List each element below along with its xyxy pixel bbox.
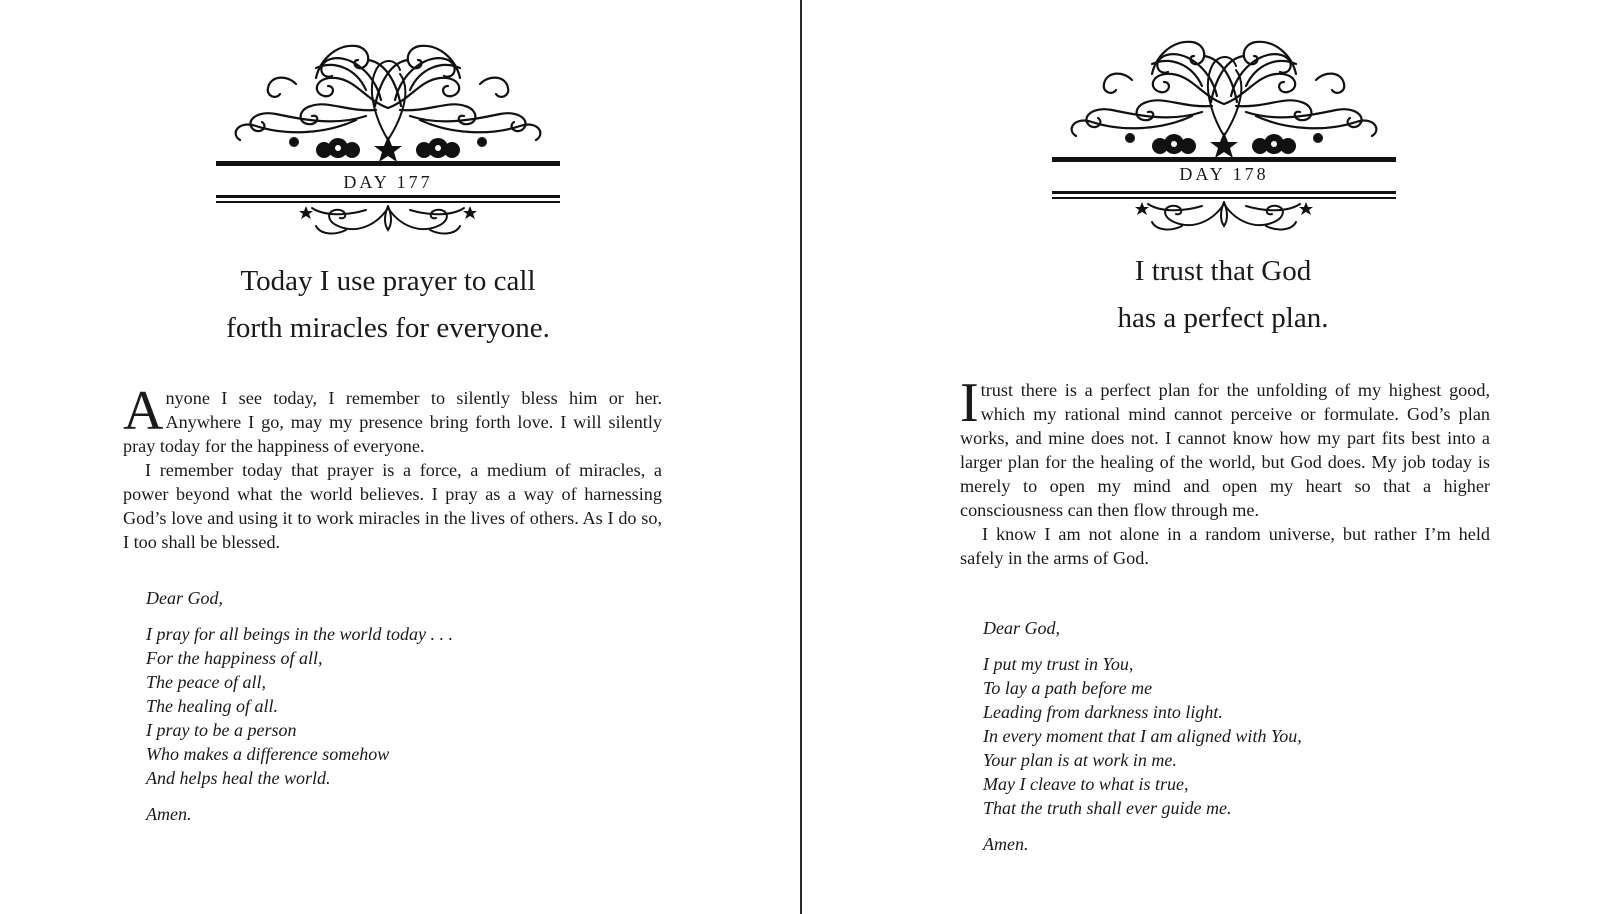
prayer-line: The healing of all.: [146, 696, 278, 716]
prayer-line: For the happiness of all,: [146, 648, 323, 668]
day-label: DAY 178: [1179, 164, 1269, 184]
drop-cap: A: [123, 380, 164, 442]
title-line: I trust that God: [1134, 255, 1312, 287]
prayer-line: In every moment that I am aligned with You,: [983, 726, 1302, 746]
paragraph: I know I am not alone in a random universe, but rather I’m held safely in the arms of God.: [960, 524, 1490, 568]
day-label: DAY 177: [343, 172, 433, 192]
paragraph: I remember today that prayer is a force, a medium of miracles, a power beyond what the world believes. I pray as a way of harnessing God’s love and using it to work miracles in the lives of others. As I do so, I too shall be blessed.: [123, 460, 662, 552]
ornament-flourish-icon: [1052, 26, 1396, 236]
prayer-line: To lay a path before me: [983, 678, 1153, 698]
ornament-flourish-icon: [216, 30, 560, 240]
prayer-line: And helps heal the world.: [146, 768, 331, 788]
title-line: has a perfect plan.: [1117, 302, 1329, 334]
body-text: [960, 372, 1490, 570]
page-title: [973, 248, 1473, 342]
title-line: Today I use prayer to call: [240, 265, 536, 297]
right-page: [803, 0, 1600, 914]
drop-cap: I: [960, 372, 979, 434]
closing: Amen.: [983, 834, 1029, 854]
salutation: Dear God,: [983, 618, 1060, 638]
paragraph-text: nyone I see today, I remember to silently bless him or her. Anywhere I go, may my presence bring forth love. I will silently pray today for the happiness of everyone.: [123, 388, 662, 456]
prayer: [983, 616, 1302, 856]
prayer-line: Who makes a difference somehow: [146, 744, 390, 764]
prayer-line: May I cleave to what is true,: [983, 774, 1189, 794]
prayer-line: I pray to be a person: [146, 720, 297, 740]
prayer-line: That the truth shall ever guide me.: [983, 798, 1232, 818]
salutation: Dear God,: [146, 588, 223, 608]
paragraph: [123, 380, 662, 458]
body-text: [123, 380, 662, 554]
paragraph: [960, 372, 1490, 522]
prayer-line: I pray for all beings in the world today . . .: [146, 624, 453, 644]
prayer-line: I put my trust in You,: [983, 654, 1134, 674]
page-title: [140, 258, 636, 352]
prayer-line: Your plan is at work in me.: [983, 750, 1177, 770]
prayer: [146, 586, 453, 826]
title-line: forth miracles for everyone.: [226, 312, 550, 344]
closing: Amen.: [146, 804, 192, 824]
paragraph-text: trust there is a perfect plan for the unfolding of my highest good, which my rational mind cannot perceive or formulate. God’s plan works, and mine does not. I cannot know how my part fits best into a larger plan for the healing of the world, but God does. My job today is merely to open my mind and open my heart so that a higher consciousness can then flow through me.: [960, 380, 1490, 520]
prayer-line: The peace of all,: [146, 672, 266, 692]
prayer-line: Leading from darkness into light.: [983, 702, 1223, 722]
page-divider: [800, 0, 802, 914]
